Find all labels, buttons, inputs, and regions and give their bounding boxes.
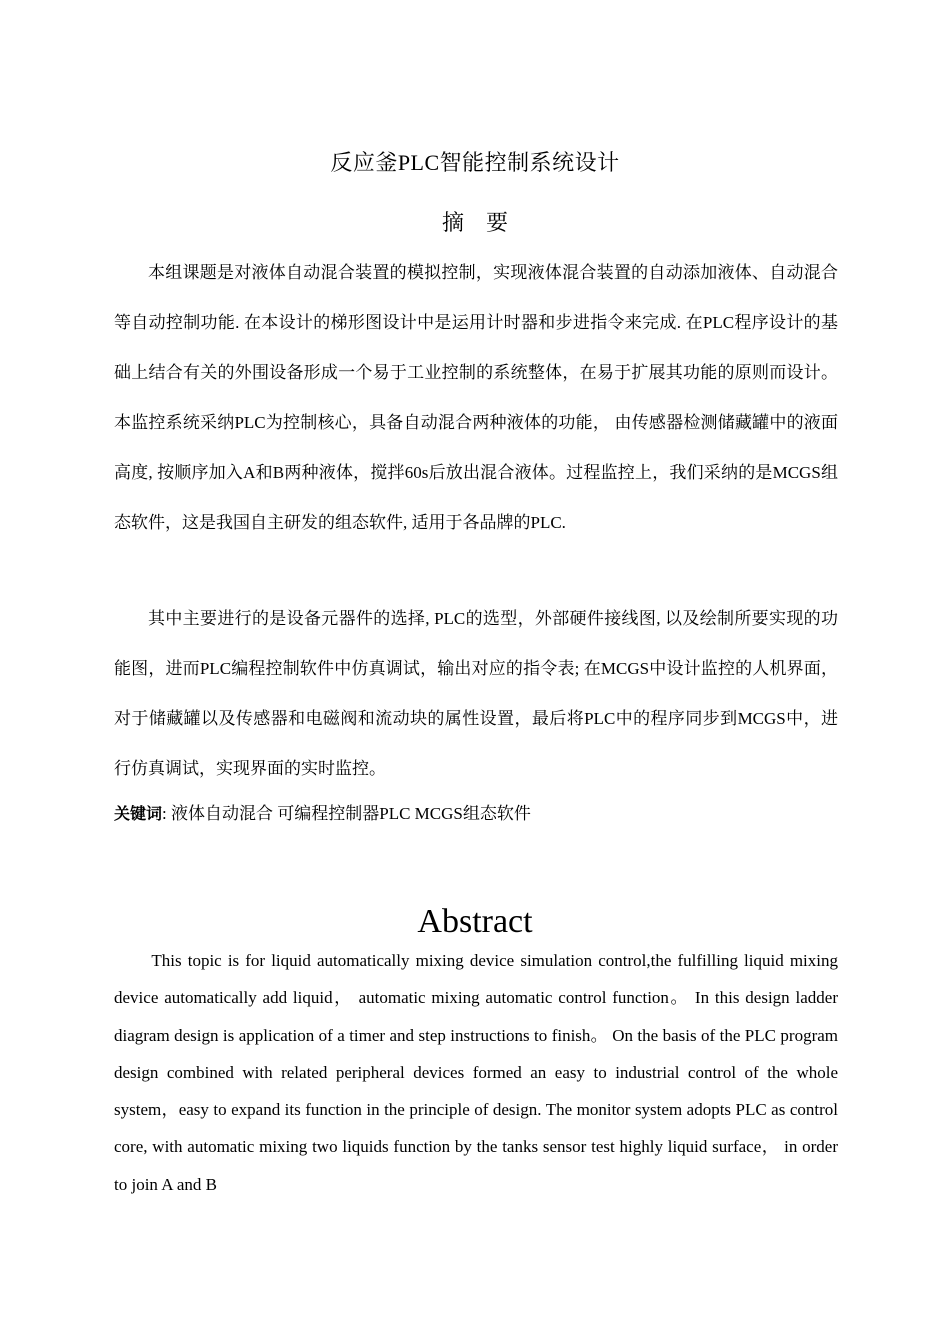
- keywords-label: 关键词: [114, 804, 163, 823]
- keywords-line: [114, 799, 531, 829]
- english-abstract-block: [114, 942, 838, 1203]
- chinese-paragraph-1: 本组课题是对液体自动混合装置的模拟控制，实现液体混合装置的自动添加液体、自动混合等自动控制功能. 在本设计的梯形图设计中是运用计时器和步进指令来完成. 在PLC程序设计的基础上结合有关的外围设备形成一个易于工业控制的系统整体，在易于扩展其功能的原则而设计。本监控系统采纳PLC为控制核心，具备自动混合两种液体的功能， 由传感器检测储藏罐中的液面高度, 按顺序加入A和B两种液体，搅拌60s后放出混合液体。过程监控上，我们采纳的是MCGS组态软件，这是我国自主研发的组态软件, 适用于各品牌的PLC.: [114, 263, 838, 532]
- chinese-abstract-block-2: [114, 594, 838, 794]
- abstract-heading: 摘要: [441, 210, 530, 235]
- english-paragraph: This topic is for liquid automatically mixing device simulation control,the fulfilling liquid mixing device automatically add liquid， automatic mixing automatic control function。 In this design ladder diagram design is application of a timer and step instructions to finish。 On the basis of the PLC program design combined with related peripheral devices formed an easy to industrial control of the whole system，easy to expand its function in the principle of design. The monitor system adopts PLC as control core, with automatic mixing two liquids function by the tanks sensor test highly liquid surface， in order to join A and B: [114, 951, 838, 1194]
- english-abstract-heading: Abstract: [417, 903, 533, 940]
- chinese-paragraph-2: 其中主要进行的是设备元器件的选择, PLC的选型，外部硬件接线图, 以及绘制所要实现的功能图，进而PLC编程控制软件中仿真调试，输出对应的指令表; 在MCGS中设计监控的人机界面，对于储藏罐以及传感器和电磁阀和流动块的属性设置，最后将PLC中的程序同步到MCGS中，进行仿真调试，实现界面的实时监控。: [114, 609, 838, 778]
- document-title: 反应釜PLC智能控制系统设计: [330, 150, 620, 175]
- keywords-text: : 液体自动混合 可编程控制器PLC MCGS组态软件: [162, 804, 531, 823]
- chinese-abstract-block-1: [114, 248, 838, 548]
